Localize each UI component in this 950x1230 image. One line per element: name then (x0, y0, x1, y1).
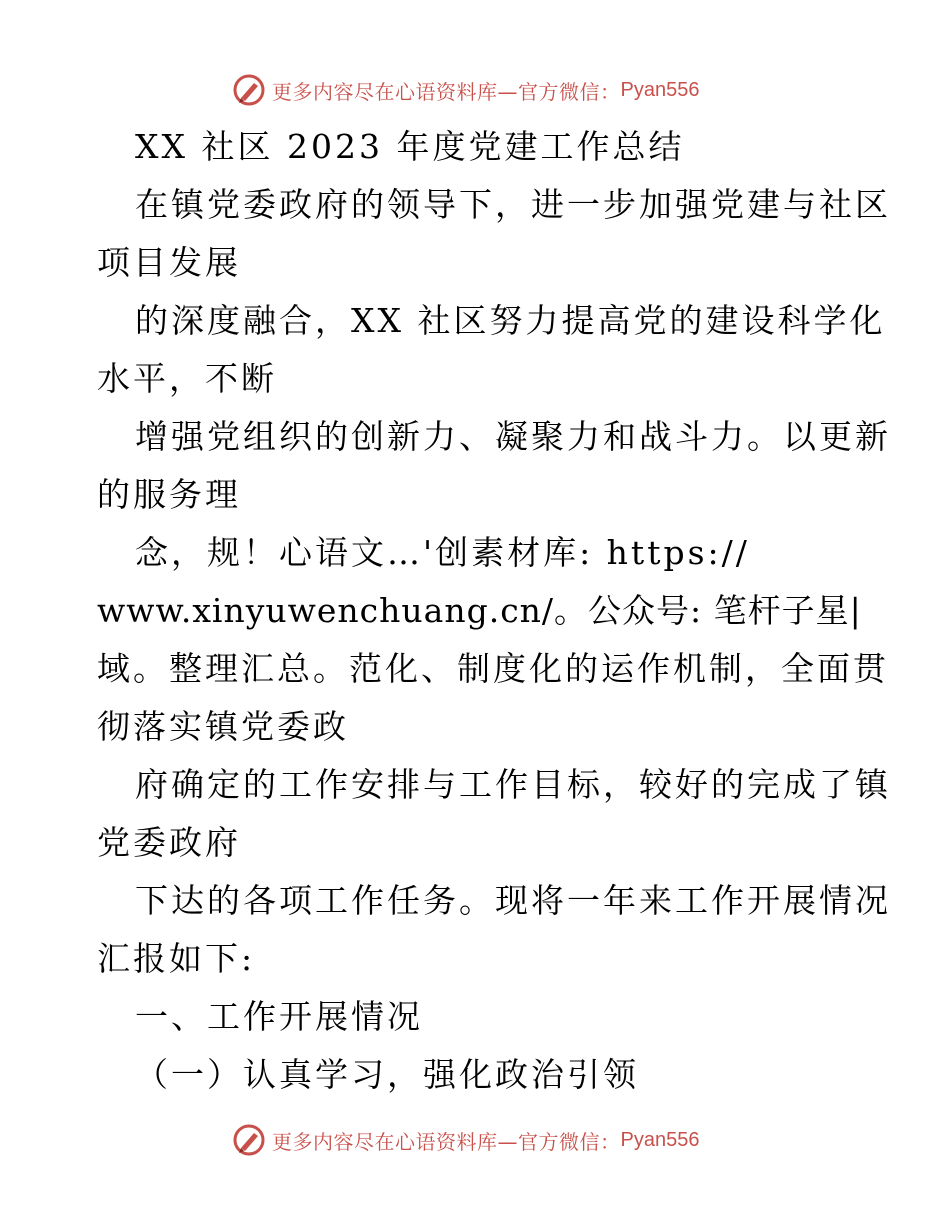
watermark-text: 更多内容尽在心语资料库—官方微信： (272, 79, 621, 104)
paragraph-line: 念，规！心语文…'创素材库: https:// (135, 533, 750, 572)
watermark-header (232, 70, 699, 110)
paragraph-line: 项目发展 (97, 243, 241, 282)
subsection-heading: （一）认真学习，强化政治引领 (135, 1055, 639, 1094)
paragraph-line: 增强党组织的创新力、凝聚力和战斗力。以更新 (135, 417, 891, 456)
watermark-wechat-id: Pyan556 (620, 78, 700, 101)
watermark-footer (232, 1120, 699, 1160)
section-heading: 一、工作开展情况 (135, 997, 423, 1036)
document-body (97, 118, 891, 1104)
paragraph-line: 府确定的工作安排与工作目标，较好的完成了镇 (135, 765, 891, 804)
paragraph-line-url: www.xinyuwenchuang.cn/。公众号: 笔杆子星| (97, 591, 862, 630)
paragraph-line: 的服务理 (97, 475, 241, 514)
paragraph-line: 域。整理汇总。范化、制度化的运作机制，全面贯 (97, 649, 889, 688)
pen-logo-icon (232, 1123, 266, 1157)
pen-logo-icon (232, 73, 266, 107)
paragraph-line: 汇报如下: (97, 939, 256, 978)
paragraph-line: 的深度融合，XX 社区努力提高党的建设科学化 (135, 301, 886, 340)
paragraph-line: 下达的各项工作任务。现将一年来工作开展情况 (135, 881, 891, 920)
paragraph-line: 在镇党委政府的领导下，进一步加强党建与社区 (135, 185, 891, 224)
paragraph-line: 彻落实镇党委政 (97, 707, 349, 746)
document-title: XX 社区 2023 年度党建工作总结 (135, 127, 685, 166)
paragraph-line: 水平，不断 (97, 359, 277, 398)
watermark-wechat-id: Pyan556 (620, 1128, 700, 1151)
paragraph-line: 党委政府 (97, 823, 241, 862)
watermark-text: 更多内容尽在心语资料库—官方微信： (272, 1129, 621, 1154)
